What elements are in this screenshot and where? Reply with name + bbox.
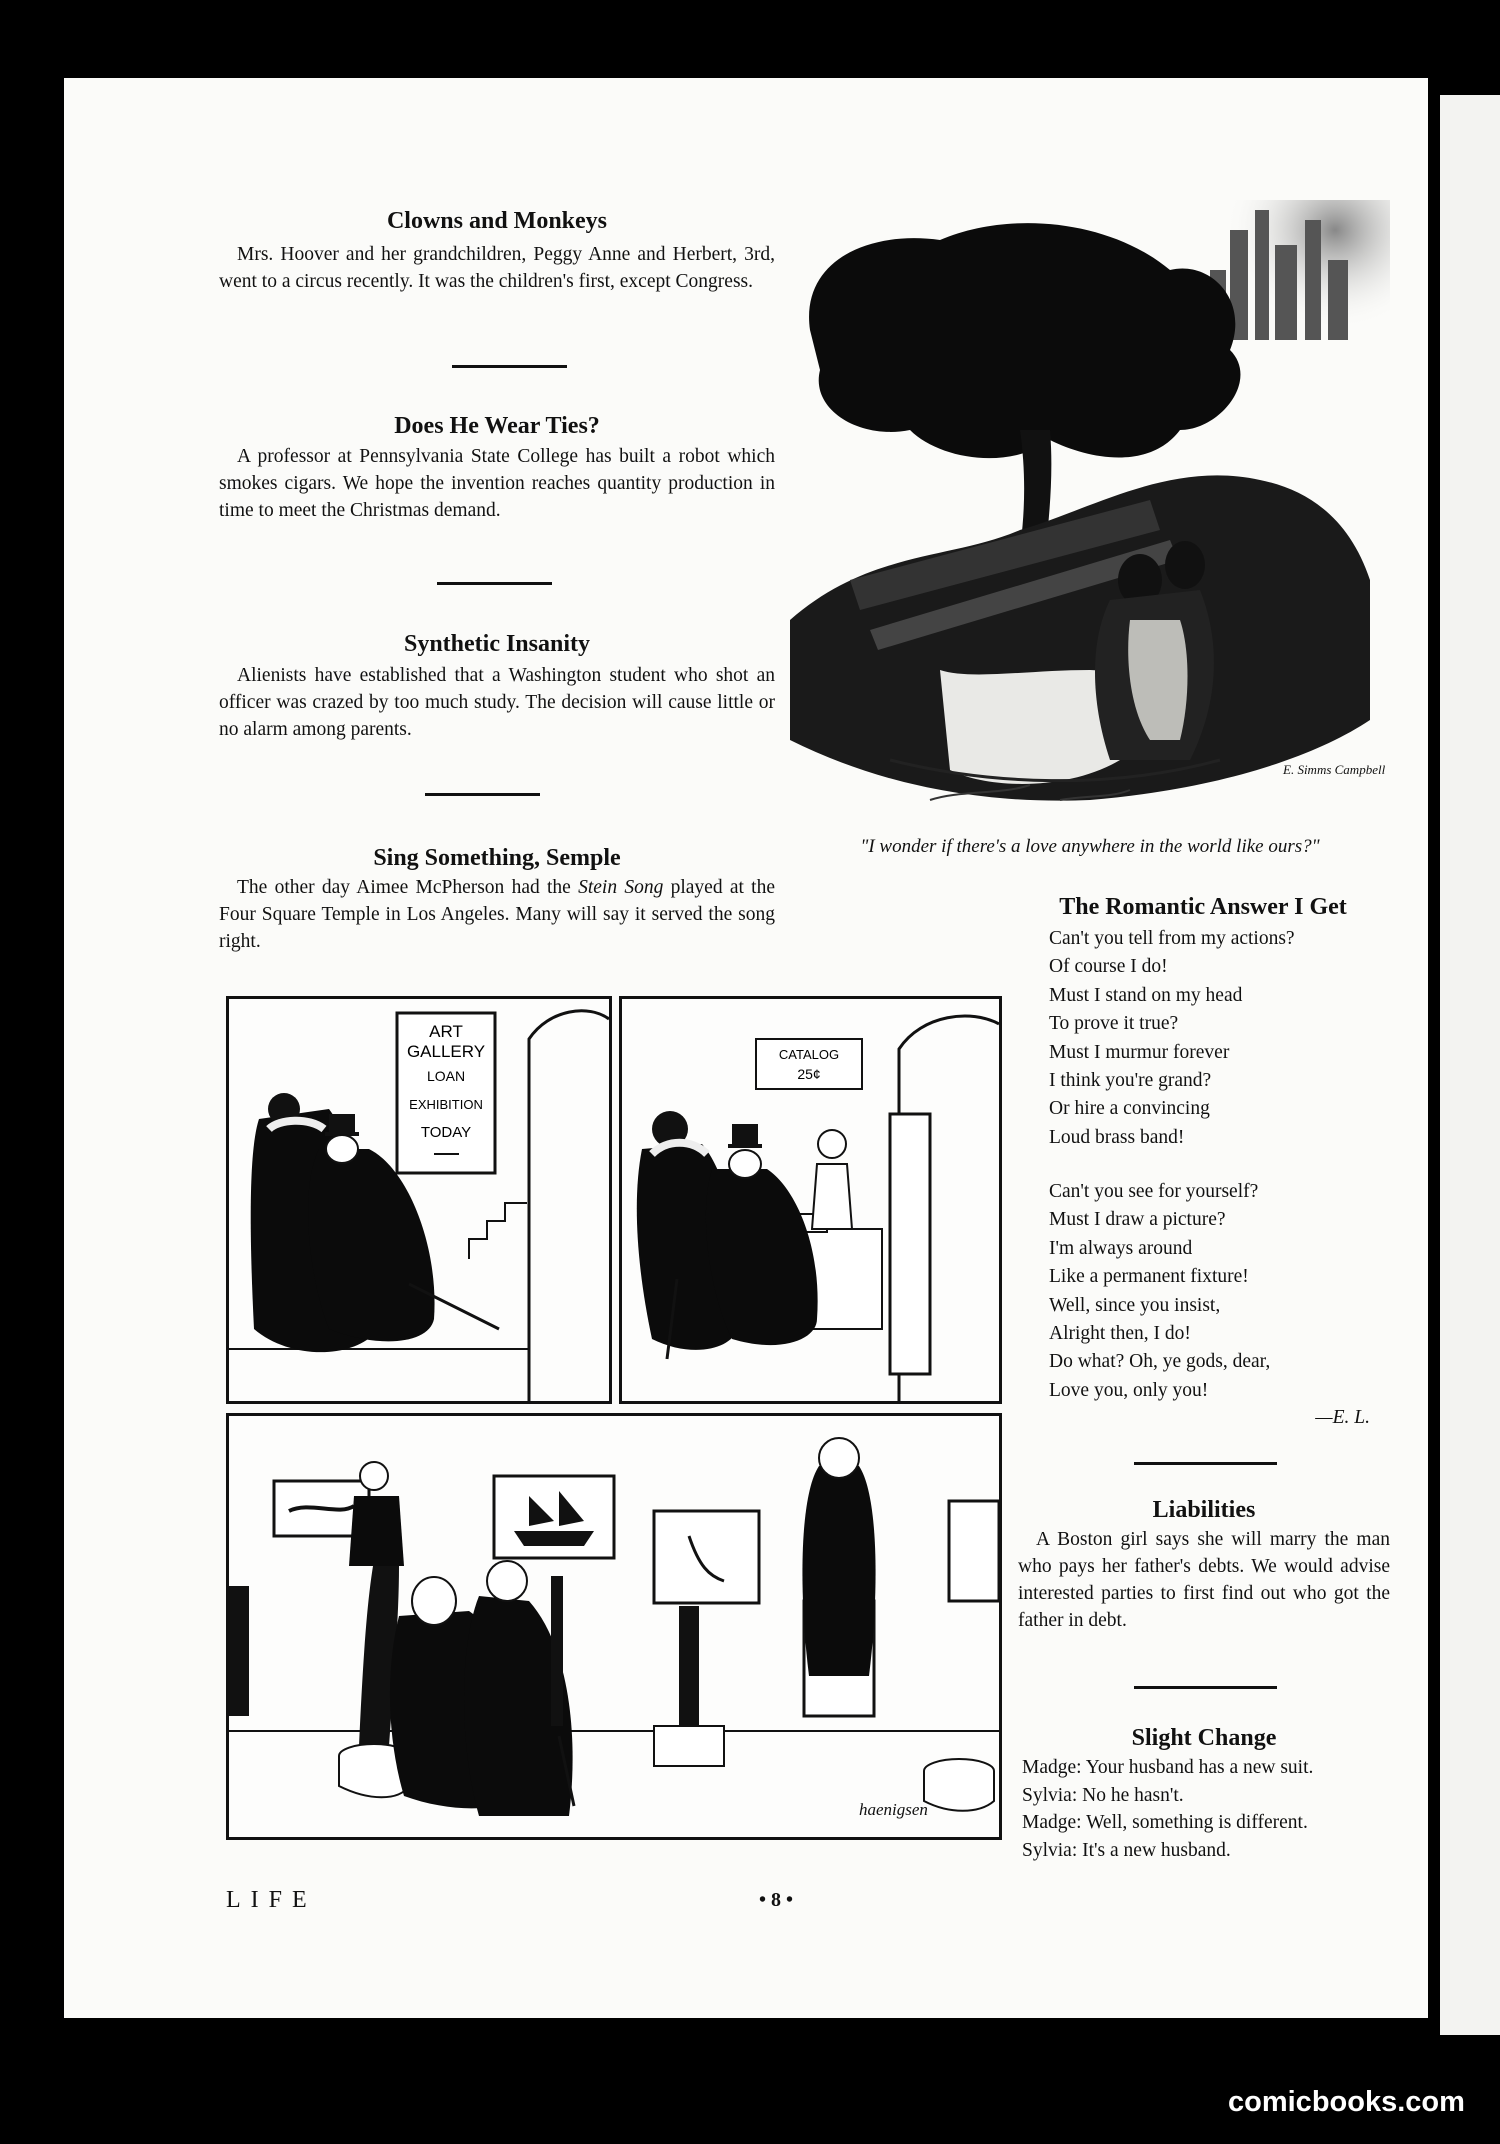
section-divider [437,582,552,585]
poem-line: Well, since you insist, [1049,1294,1221,1316]
poem-line: Like a permanent fixture! [1049,1266,1249,1288]
liabilities-title: Liabilities [1152,1497,1256,1523]
page-number: • 8 • [759,1889,794,1911]
comic-panel-2 [619,996,1002,1404]
dialog-line: Madge: Your husband has a new suit. [1022,1757,1314,1778]
poem-stanza-2 [1049,1178,1270,1405]
poem-line: Love you, only you! [1049,1379,1209,1401]
comic-panel-3 [226,1413,1002,1840]
article-title-ties: Does He Wear Ties? [394,413,600,439]
cartoonist-signature: haenigsen [859,1800,928,1819]
poem-author: —E. L. [1315,1407,1370,1428]
site-watermark: comicbooks.com [1228,2086,1465,2118]
poem-line: Must I murmur forever [1049,1041,1230,1063]
poem-line: Do what? Oh, ye gods, dear, [1049,1351,1271,1373]
catalog-sign-line: CATALOG [778,1047,840,1062]
sign-line: ART [429,1022,463,1041]
poem-line: I think you're grand? [1049,1070,1212,1092]
poem-line: Of course I do! [1049,956,1168,978]
sign-line: LOAN [426,1068,466,1084]
comic-panel-1 [226,996,612,1404]
sign-line: GALLERY [406,1042,486,1061]
illustration-caption: "I wonder if there's a love anywhere in the world like ours?" [860,836,1320,857]
article-body-insanity: Alienists have established that a Washington student who shot an officer was crazed by too much study. The decision will cause little or no alarm among parents. [219,665,775,740]
dialog-line: Sylvia: No he hasn't. [1022,1784,1184,1806]
poem-stanza-1 [1049,925,1295,1152]
slight-change-dialog [1022,1754,1313,1864]
sign-line: EXHIBITION [409,1097,483,1112]
article-title-insanity: Synthetic Insanity [403,631,591,657]
magazine-name: LIFE [226,1887,317,1913]
poem-title: The Romantic Answer I Get [1059,894,1347,920]
poem-line: Must I stand on my head [1049,984,1243,1006]
poem-line: Can't you see for yourself? [1049,1181,1259,1202]
article-title-semple: Sing Something, Semple [373,845,621,871]
illustrator-signature: E. Simms Campbell [1283,762,1386,777]
section-divider [1134,1462,1277,1465]
poem-line: Loud brass band! [1049,1126,1185,1148]
poem-line: Can't you tell from my actions? [1049,928,1295,949]
section-divider [425,793,540,796]
poem-line: I'm always around [1049,1237,1193,1259]
dialog-line: Sylvia: It's a new husband. [1022,1839,1231,1861]
poem-line: To prove it true? [1049,1013,1179,1035]
article-body-clowns: Mrs. Hoover and her grandchildren, Peggy Anne and Herbert, 3rd, went to a circus recently. It was the children's first, except Congress. [219,244,775,292]
liabilities-body: A Boston girl says she will marry the man who pays her father's debts. We would advise interested parties to first find out who got the father in debt. [1018,1529,1390,1631]
dialog-line: Madge: Well, something is different. [1022,1812,1308,1833]
catalog-sign-line: 25¢ [797,1066,821,1082]
section-divider [1134,1686,1277,1689]
section-divider [452,365,567,368]
article-body-semple: The other day Aimee McPherson had the Stein Song played at the Four Square Temple in Los Angeles. Many will say it served the song right. [219,877,776,952]
poem-line: Or hire a convincing [1049,1098,1210,1120]
poem-line: Alright then, I do! [1049,1323,1191,1345]
slight-change-title: Slight Change [1131,1725,1277,1751]
sign-line: TODAY [420,1124,472,1141]
article-body-ties: A professor at Pennsylvania State College has built a robot which smokes cigars. We hope the invention reaches quantity production in time to meet the Christmas demand. [219,446,775,521]
poem-line: Must I draw a picture? [1049,1209,1226,1231]
article-title-clowns: Clowns and Monkeys [386,208,608,234]
romantic-couple-illustration [790,200,1390,820]
facing-page-edge [1440,95,1500,2035]
